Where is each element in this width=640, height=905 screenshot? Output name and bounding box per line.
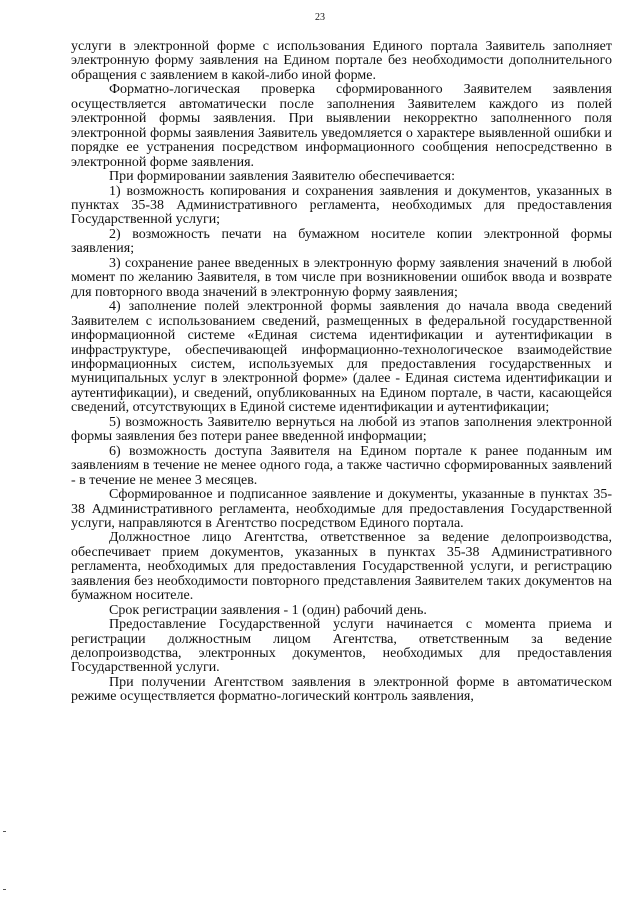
list-item: 5) возможность Заявителю вернуться на любой из этапов заполнения электронной формы заявления без потери ранее введенной информации; (71, 414, 612, 445)
paragraph: Предоставление Государственной услуги начинается с момента приема и регистрации должностным лицом Агентства, ответственным за ведение делопроизводства, электронных документов, необходимых для предоставления Государственной услуги. (71, 617, 612, 676)
paragraph: Должностное лицо Агентства, ответственное за ведение делопроизводства, обеспечивает прием документов, указанных в пунктах 35-38 Административного регламента, необходимых для предоставления Государственной услуги, и регистрацию заявления без необходимости повторного представления Заявителем таких документов на бумажном носителе. (71, 530, 612, 604)
paragraph: Сформированное и подписанное заявление и документы, указанные в пунктах 35-38 Административного регламента, необходимые для предоставления Государственной услуги, направляются в Агентство посредством Единого портала. (71, 487, 612, 531)
paragraph: услуги в электронной форме с использования Единого портала Заявитель заполняет электронную форму заявления на Едином портале без необходимости дополнительного обращения с заявлением в какой-либо иной форме. (71, 39, 612, 83)
margin-mark (3, 889, 6, 890)
document-body (71, 40, 612, 705)
paragraph: При формировании заявления Заявителю обеспечивается: (109, 169, 456, 185)
paragraph: Форматно-логическая проверка сформированного Заявителем заявления осуществляется автоматически после заполнения Заявителем каждого из полей электронной формы заявления. При выявлении некорректно заполненного поля электронной формы заявления Заявитель уведомляется о характере выявленной ошибки и порядке ее устранения посредством информационного сообщения непосредственно в электронной форме заявления. (71, 82, 612, 170)
list-item: 6) возможность доступа Заявителя на Едином портале к ранее поданным им заявлениям в течение не менее одного года, а также частично сформированных заявлений - в течение не менее 3 месяцев. (71, 443, 612, 488)
list-item: 1) возможность копирования и сохранения заявления и документов, указанных в пунктах 35-38 Административного регламента, необходимых для предоставления Государственной услуги; (71, 183, 612, 228)
paragraph: При получении Агентством заявления в электронной форме в автоматическом режиме осуществляется форматно-логический контроль заявления, (71, 674, 612, 705)
page-number: 23 (315, 12, 325, 23)
margin-mark (3, 831, 6, 832)
list-item: 3) сохранение ранее введенных в электронную форму заявления значений в любой момент по желанию Заявителя, в том числе при возникновении ошибок ввода и возврате для повторного ввода значений в электронную форму заявления; (71, 255, 612, 300)
list-item: 4) заполнение полей электронной формы заявления до начала ввода сведений Заявителем с использованием сведений, размещенных в федеральной государственной информационной системе «Единая система идентификации и аутентификации в инфраструктуре, обеспечивающей информационно-технологическое взаимодействие информационных систем, используемых для предоставления государственных и муниципальных услуг в электронной форме» (далее - Единая система идентификации и аутентификации), и сведений, опубликованных на Едином портале, в части, касающейся сведений, отсутствующих в Единой системе идентификации и аутентификации; (71, 299, 612, 416)
list-item: 2) возможность печати на бумажном носителе копии электронной формы заявления; (71, 226, 612, 257)
paragraph: Срок регистрации заявления - 1 (один) рабочий день. (109, 602, 427, 618)
